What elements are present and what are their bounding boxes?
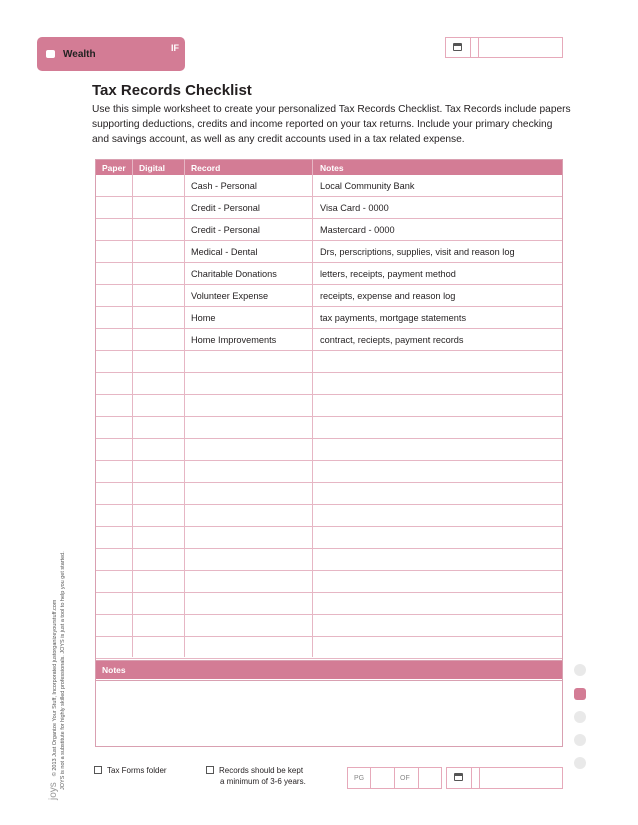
notes-cell: contract, reciepts, payment records bbox=[320, 335, 464, 345]
table-row[interactable] bbox=[96, 218, 562, 240]
record-cell: Credit - Personal bbox=[191, 203, 260, 213]
table-row[interactable] bbox=[96, 526, 562, 548]
notes-cell: tax payments, mortgage statements bbox=[320, 313, 467, 323]
records-kept-note: a minimum of 3-6 years. bbox=[220, 777, 306, 786]
table-row[interactable] bbox=[96, 504, 562, 526]
piggy-bank-icon bbox=[574, 688, 586, 700]
notes-cell: letters, receipts, payment method bbox=[320, 269, 456, 279]
record-cell: Charitable Donations bbox=[191, 269, 277, 279]
brand-logo: joys bbox=[48, 782, 59, 800]
table-row[interactable] bbox=[96, 350, 562, 372]
piggy-bank-icon bbox=[46, 50, 55, 58]
notes-cell: receipts, expense and reason log bbox=[320, 291, 456, 301]
notes-box[interactable] bbox=[95, 660, 563, 747]
page-title: Tax Records Checklist bbox=[92, 82, 252, 99]
checkbox-icon[interactable] bbox=[94, 766, 102, 774]
notes-cell: Drs, perscriptions, supplies, visit and reason log bbox=[320, 247, 515, 257]
record-cell: Volunteer Expense bbox=[191, 291, 269, 301]
side-footer: joys© 2013 Just Organize Your Stuff, Incorporated justorganizeyourstuff.com bbox=[48, 599, 59, 800]
table-row[interactable] bbox=[96, 636, 562, 658]
table-row[interactable] bbox=[96, 592, 562, 614]
table-row[interactable] bbox=[96, 394, 562, 416]
records-table bbox=[95, 159, 563, 681]
col-paper: Paper bbox=[102, 163, 126, 173]
notes-header: Notes bbox=[96, 661, 562, 679]
heart-icon bbox=[574, 711, 586, 723]
table-row[interactable] bbox=[96, 328, 562, 350]
star-icon bbox=[574, 664, 586, 676]
notes-cell: Visa Card - 0000 bbox=[320, 203, 389, 213]
section-code: IF bbox=[171, 43, 179, 53]
col-digital: Digital bbox=[139, 163, 165, 173]
table-row[interactable] bbox=[96, 460, 562, 482]
notes-cell: Local Community Bank bbox=[320, 181, 415, 191]
of-label: OF bbox=[400, 775, 410, 782]
tax-forms-checkbox[interactable]: Tax Forms folder bbox=[94, 766, 167, 775]
table-row[interactable] bbox=[96, 614, 562, 636]
record-cell: Credit - Personal bbox=[191, 225, 260, 235]
calendar-icon bbox=[453, 43, 462, 51]
record-cell: Home Improvements bbox=[191, 335, 277, 345]
table-row[interactable] bbox=[96, 570, 562, 592]
records-kept-checkbox[interactable]: Records should be kept bbox=[206, 766, 303, 775]
date-field[interactable] bbox=[445, 37, 563, 58]
side-disclaimer: JOYS is not a substitute for highly skilled professionals. JOYS is just a tool to help you get started. bbox=[60, 551, 66, 790]
table-row[interactable] bbox=[96, 482, 562, 504]
table-row[interactable] bbox=[96, 438, 562, 460]
checkbox-icon[interactable] bbox=[206, 766, 214, 774]
table-header bbox=[96, 160, 562, 175]
table-row[interactable] bbox=[96, 175, 562, 196]
section-label: Wealth bbox=[63, 49, 96, 60]
person-icon bbox=[574, 734, 586, 746]
smile-icon bbox=[574, 757, 586, 769]
calendar-icon bbox=[454, 773, 463, 781]
pg-label: PG bbox=[354, 775, 365, 782]
table-row[interactable] bbox=[96, 548, 562, 570]
table-row[interactable] bbox=[96, 262, 562, 284]
table-row[interactable] bbox=[96, 416, 562, 438]
notes-cell: Mastercard - 0000 bbox=[320, 225, 395, 235]
table-row[interactable] bbox=[96, 372, 562, 394]
col-record: Record bbox=[191, 163, 221, 173]
table-row[interactable] bbox=[96, 284, 562, 306]
page-number-box[interactable] bbox=[347, 767, 442, 789]
table-row[interactable] bbox=[96, 196, 562, 218]
table-row[interactable] bbox=[96, 306, 562, 328]
record-cell: Medical - Dental bbox=[191, 247, 258, 257]
intro-text: Use this simple worksheet to create your personalized Tax Records Checklist. Tax Records include papers supporting deductions, credits and income reported on your tax returns. Include your primary checking and savings account, as well as any credit accounts used in a tax related expense. bbox=[92, 104, 571, 145]
record-cell: Home bbox=[191, 313, 216, 323]
footer-date-field[interactable] bbox=[446, 767, 563, 789]
section-tab bbox=[37, 37, 185, 71]
col-notes: Notes bbox=[320, 163, 344, 173]
record-cell: Cash - Personal bbox=[191, 181, 257, 191]
table-row[interactable] bbox=[96, 240, 562, 262]
